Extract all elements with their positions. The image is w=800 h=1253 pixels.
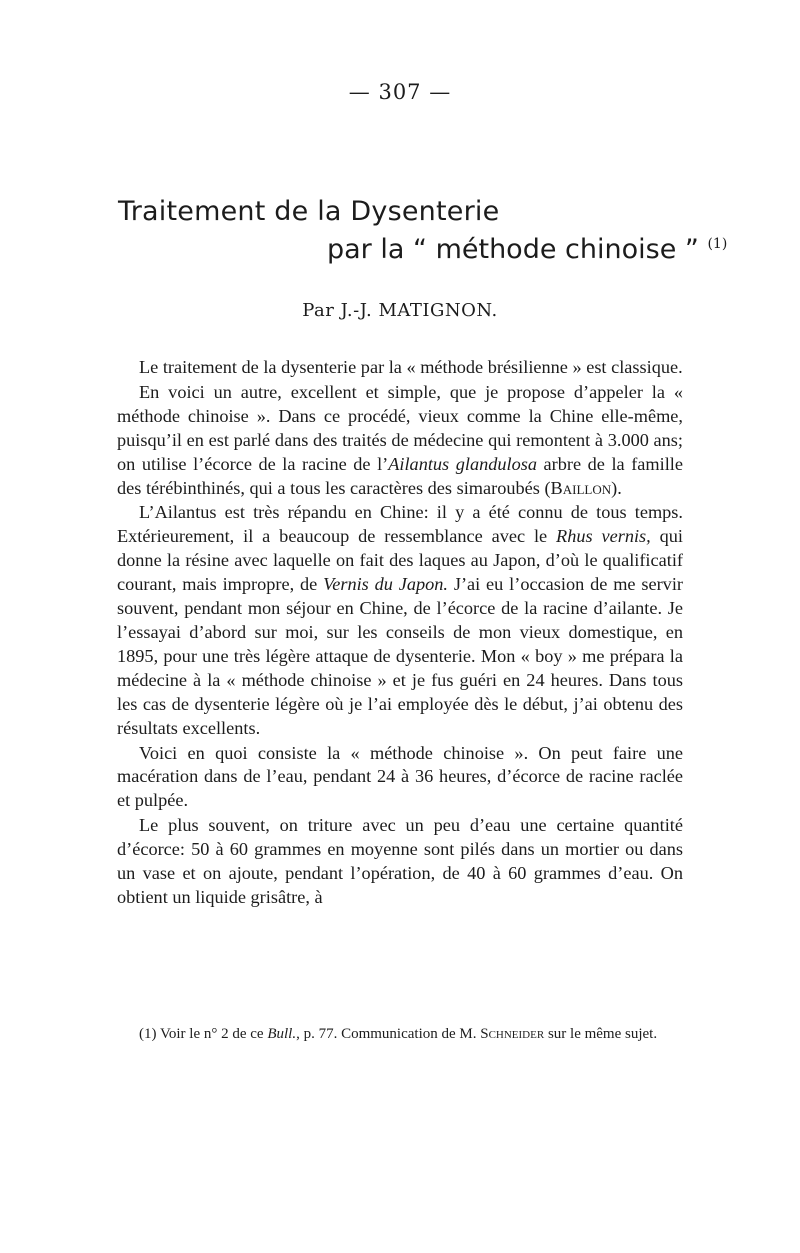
paragraph: Le plus souvent, on triture avec un peu d’eau une certaine quantité d’écorce: 50 à 60 grammes en moyenne sont pilés dans un mortier ou dans un vase et on ajoute, pendant l’opération, de 40 à 60 grammes d’eau. On obtient un liquide grisâtre, à — [117, 815, 683, 907]
title-footnote-ref: (1) — [707, 236, 728, 252]
species-name: Rhus vernis, — [556, 526, 651, 547]
page-number: — 307 — — [348, 80, 452, 104]
paragraph: Voici en quoi consiste la « méthode chinoise ». On peut faire une macération dans de l’eau, pendant 24 à 36 heures, d’écorce de racine raclée et pulpée. — [117, 742, 683, 811]
article-body — [117, 356, 683, 911]
text-run: J’ai eu l’occasion de me servir souvent, pendant mon séjour en Chine, de l’écorce de la racine d’ailante. Je l’essayai d’abord sur moi, sur les conseils de mon vieux domestique, en 1895, pour une très légère attaque de dysenterie. Mon « boy » me prépara la médecine à la « méthode chinoise » et je fus guéri en 24 heures. Dans tous les cas de dysenterie légère où je l’ai employée dès le début, j’ai obtenu des résultats excellents. — [117, 574, 683, 738]
article-title-line1: Traitement de la Dysenterie — [118, 196, 500, 227]
article-title — [118, 196, 499, 227]
article-title-line2: par la “ méthode chinoise ” — [327, 234, 699, 265]
text-run: (1) Voir le n° 2 de ce — [139, 1026, 268, 1042]
species-name: Ailantus glandulosa — [388, 453, 537, 474]
cited-author: Schneider — [480, 1026, 545, 1042]
product-name: Vernis du Japon. — [323, 574, 448, 595]
text-run: sur le même sujet. — [544, 1026, 658, 1042]
journal-abbrev: Bull. — [267, 1026, 297, 1042]
footnote — [117, 1024, 683, 1044]
text-run: , p. 77. Communication de M. — [296, 1026, 481, 1042]
text-run: En voici un autre, excellent et simple, que je propose d’appeler la « méthode chinoise ». Dans ce procédé, vieux comme la Chine elle-même, puisqu’il en est parlé dans des traités de médecine qui remontent à 3.000 ans; on utilise l’écorce de la racine de l’ — [117, 381, 683, 474]
footnote-text — [117, 1024, 683, 1044]
paragraph: Le traitement de la dysenterie par la « méthode brésilienne » est classique. — [139, 357, 683, 377]
cited-author: Baillon — [550, 477, 612, 498]
text-run: arbre de la famille des térébinthinés, qui a tous les caractères des simaroubés ( — [117, 453, 683, 498]
article-title-line2-wrap — [327, 234, 727, 265]
text-run: L’Ailantus est très répandu en Chine: il y a été connu de tous temps. Extérieurement, il a beaucoup de ressemblance avec le — [117, 502, 683, 547]
text-run: ). — [611, 477, 622, 498]
paragraph — [117, 381, 683, 501]
author-byline: Par J.-J. MATIGNON. — [302, 300, 498, 321]
paragraph — [117, 501, 683, 740]
text-run: qui donne la résine avec laquelle on fait des laques au Japon, d’où le qualificatif courant, mais impropre, de — [117, 526, 683, 595]
